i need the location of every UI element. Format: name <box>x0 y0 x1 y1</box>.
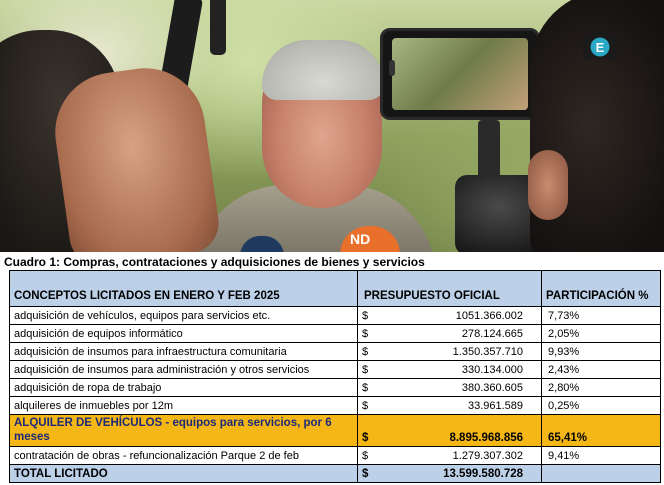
table-header-row <box>10 271 661 307</box>
highlighted-row <box>10 415 661 447</box>
phone-screen <box>392 38 528 110</box>
table-row <box>10 361 661 379</box>
amount-cell: 380.360.605 <box>378 379 542 397</box>
reporter-hand <box>48 60 223 252</box>
table-caption: Cuadro 1: Compras, contrataciones y adquisiciones de bienes y servicios <box>4 255 425 269</box>
table-row <box>10 447 661 465</box>
share-cell: 7,73% <box>542 307 661 325</box>
highlight-currency-cell: $ <box>358 415 378 447</box>
table-row <box>10 325 661 343</box>
amount-cell: 1051.366.002 <box>378 307 542 325</box>
microphone-label: ND <box>350 231 371 247</box>
header-budget: PRESUPUESTO OFICIAL <box>358 271 542 307</box>
table-row <box>10 343 661 361</box>
camera-logo-icon <box>582 28 618 60</box>
logo-letter: E <box>595 40 605 55</box>
boom-pole-secondary <box>210 0 226 55</box>
concept-cell: adquisición de ropa de trabajo <box>10 379 358 397</box>
phone-lens <box>389 60 395 76</box>
header-share: PARTICIPACIÓN % <box>542 271 661 307</box>
total-share-empty <box>542 465 661 483</box>
header-concept: CONCEPTOS LICITADOS EN ENERO Y FEB 2025 <box>10 271 358 307</box>
highlight-share-cell: 65,41% <box>542 415 661 447</box>
currency-cell: $ <box>358 361 378 379</box>
share-cell: 9,93% <box>542 343 661 361</box>
share-cell: 2,05% <box>542 325 661 343</box>
total-row <box>10 465 661 483</box>
currency-cell: $ <box>358 397 378 415</box>
total-amount: 13.599.580.728 <box>378 465 542 483</box>
concept-cell: alquileres de inmuebles por 12m <box>10 397 358 415</box>
table-row <box>10 307 661 325</box>
currency-cell: $ <box>358 307 378 325</box>
concept-cell: adquisición de equipos informático <box>10 325 358 343</box>
amount-cell: 1.350.357.710 <box>378 343 542 361</box>
amount-cell: 1.279.307.302 <box>378 447 542 465</box>
concept-cell: adquisición de insumos para administración y otros servicios <box>10 361 358 379</box>
concept-cell: adquisición de insumos para infraestructura comunitaria <box>10 343 358 361</box>
highlight-concept-cell: ALQUILER DE VEHÍCULOS - equipos para servicios, por 6 meses <box>10 415 358 447</box>
table-row <box>10 379 661 397</box>
budget-table <box>9 270 661 483</box>
amount-cell: 330.134.000 <box>378 361 542 379</box>
concept-cell: adquisición de vehículos, equipos para servicios etc. <box>10 307 358 325</box>
share-cell: 2,80% <box>542 379 661 397</box>
currency-cell: $ <box>358 325 378 343</box>
speaker-hair <box>262 40 384 100</box>
share-cell: 0,25% <box>542 397 661 415</box>
share-cell: 2,43% <box>542 361 661 379</box>
amount-cell: 33.961.589 <box>378 397 542 415</box>
currency-cell: $ <box>358 343 378 361</box>
total-label: TOTAL LICITADO <box>10 465 358 483</box>
amount-cell: 278.124.665 <box>378 325 542 343</box>
total-currency: $ <box>358 465 378 483</box>
share-cell: 9,41% <box>542 447 661 465</box>
table-row <box>10 397 661 415</box>
concept-cell: contratación de obras - refuncionalización Parque 2 de feb <box>10 447 358 465</box>
currency-cell: $ <box>358 379 378 397</box>
highlight-amount-cell: 8.895.968.856 <box>378 415 542 447</box>
currency-cell: $ <box>358 447 378 465</box>
reporter-right-ear <box>528 150 568 220</box>
